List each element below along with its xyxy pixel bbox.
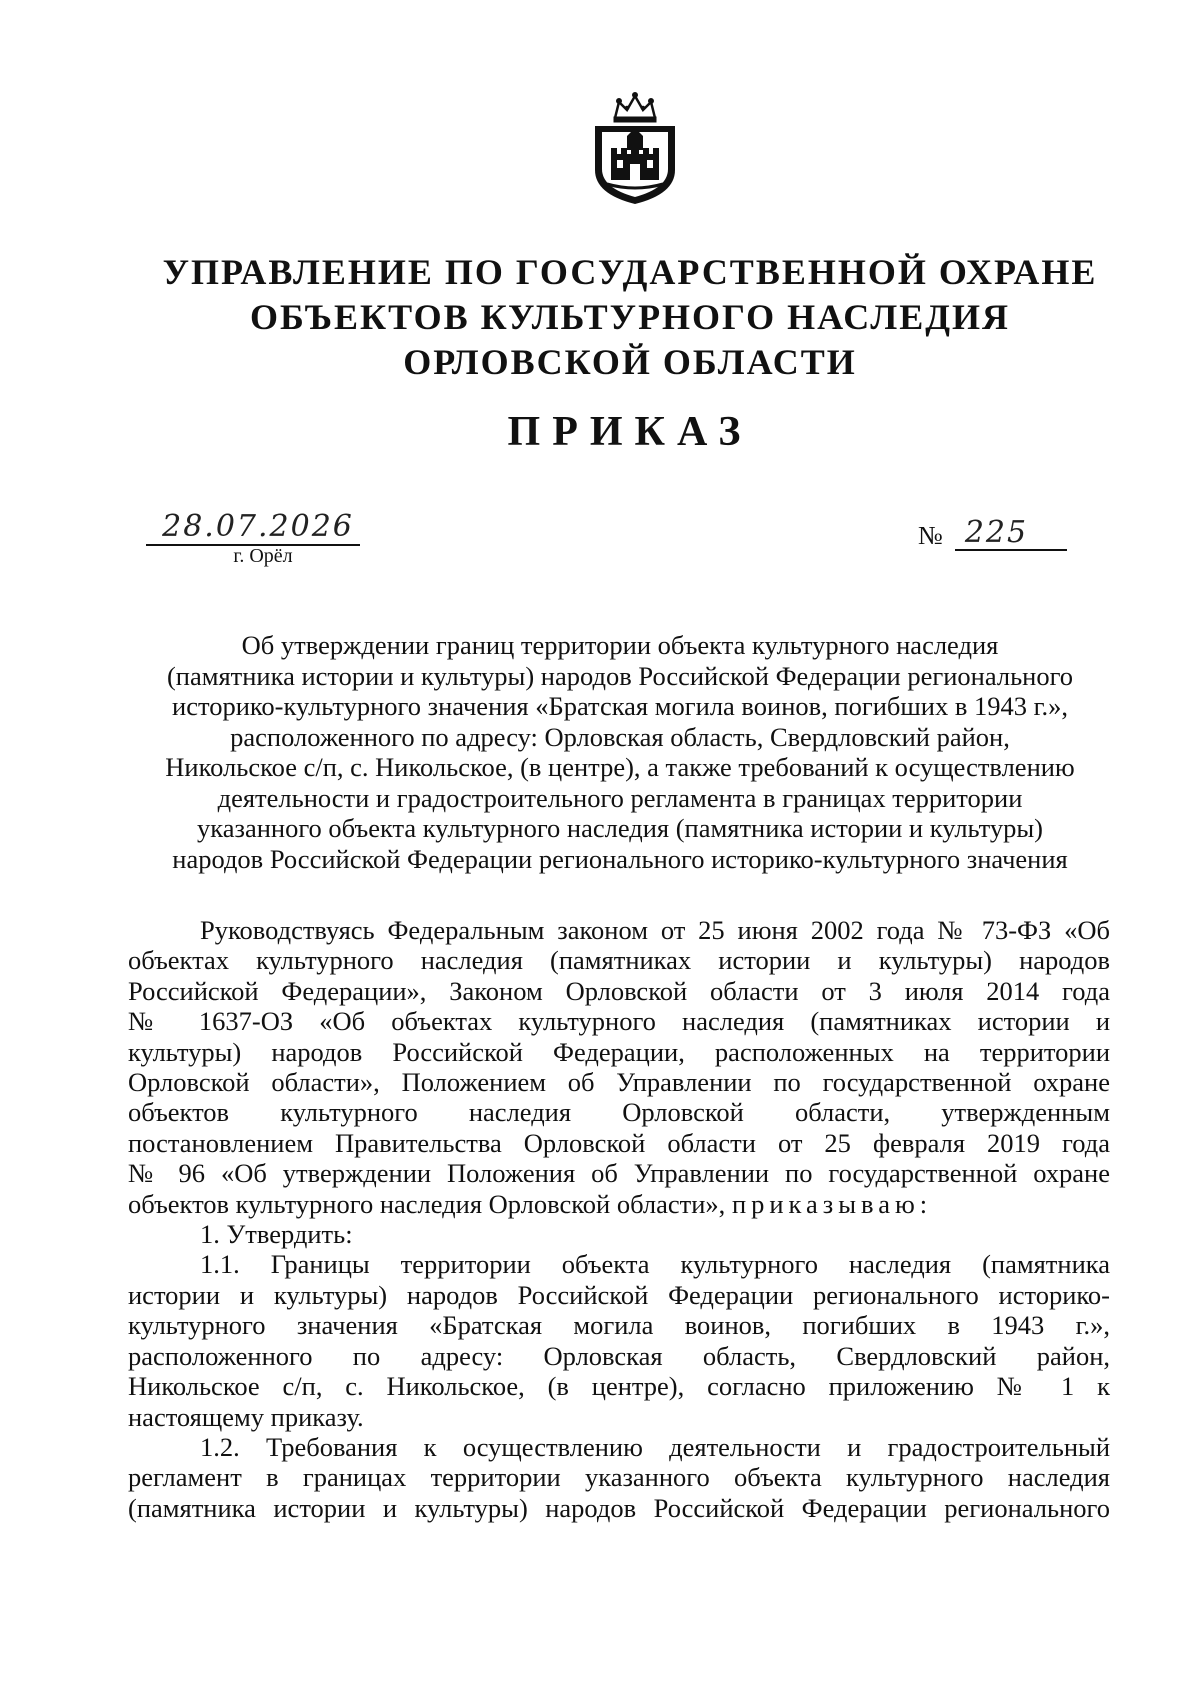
subject-line: историко-культурного значения «Братская могила воинов, погибших в 1943 г.», <box>172 691 1068 721</box>
preamble-line: Российской Федерации», Законом Орловской области от 3 июля 2014 года <box>128 975 1110 1006</box>
item-1-1-line: истории и культуры) народов Российской Федерации регионального историко- <box>128 1279 1110 1310</box>
agency-name <box>150 250 1110 385</box>
subject-line: Об утверждении границ территории объекта культурного наследия <box>241 630 999 660</box>
subject-line: народов Российской Федерации регионального историко-культурного значения <box>172 843 1068 874</box>
agency-name-line-2: ОБЪЕКТОВ КУЛЬТУРНОГО НАСЛЕДИЯ <box>250 297 1010 337</box>
item-1-1-line: Никольское с/п, с. Никольское, (в центре), согласно приложению № 1 к <box>128 1371 1110 1402</box>
document-date: 28.07.2026 <box>162 509 354 544</box>
number-sign: № <box>918 521 943 550</box>
order-body <box>128 915 1110 1523</box>
item-1-2-line: 1.2. Требования к осуществлению деятельности и градостроительный <box>200 1431 1110 1462</box>
document-type-title: ПРИКАЗ <box>507 409 753 455</box>
order-subject <box>130 630 1110 874</box>
document-number: 225 <box>964 515 1029 550</box>
preamble-line: Орловской области», Положением об Управлении по государственной охране <box>128 1067 1110 1098</box>
order-word: приказываю: <box>731 1188 933 1219</box>
subject-line: (памятника истории и культуры) народов Российской Федерации регионального <box>166 660 1074 691</box>
preamble-last-line <box>128 1189 1110 1219</box>
preamble-line: объектов культурного наследия Орловской области, утвержденным <box>128 1097 1110 1128</box>
item-1-1-line: расположенного по адресу: Орловская область, Свердловский район, <box>128 1340 1110 1371</box>
item-1-2-line: (памятника истории и культуры) народов Российской Федерации регионального <box>128 1492 1110 1523</box>
subject-line: Никольское с/п, с. Никольское, (в центре), а также требований к осуществлению <box>165 752 1075 782</box>
preamble-line: культуры) народов Российской Федерации, расположенных на территории <box>128 1036 1110 1067</box>
item-1: 1. Утвердить: <box>200 1219 353 1250</box>
preamble-line: объектах культурного наследия (памятниках истории и культуры) народов <box>128 945 1110 976</box>
date-block <box>146 510 360 568</box>
item-1-1-line: культурного значения «Братская могила воинов, погибших в 1943 г.», <box>128 1310 1110 1341</box>
item-1-1-last-line: настоящему приказу. <box>128 1401 364 1432</box>
agency-name-line-3: ОРЛОВСКОЙ ОБЛАСТИ <box>403 342 857 382</box>
subject-line: указанного объекта культурного наследия (памятника истории и культуры) <box>197 813 1043 843</box>
item-1-1-line: 1.1. Границы территории объекта культурного наследия (памятника <box>200 1249 1110 1280</box>
number-underline <box>955 517 1067 551</box>
preamble-line: постановлением Правительства Орловской области от 25 февраля 2019 года <box>128 1127 1110 1158</box>
document-city: г. Орёл <box>233 545 293 567</box>
subject-line: расположенного по адресу: Орловская область, Свердловский район, <box>230 721 1010 752</box>
preamble-line: № 96 «Об утверждении Положения об Управлении по государственной охране <box>128 1158 1110 1189</box>
agency-name-line-1: УПРАВЛЕНИЕ ПО ГОСУДАРСТВЕННОЙ ОХРАНЕ <box>162 252 1098 292</box>
preamble-line: Руководствуясь Федеральным законом от 25 июня 2002 года № 73-ФЗ «Об <box>200 915 1110 945</box>
preamble-line: № 1637-ОЗ «Об объектах культурного наследия (памятниках истории и <box>128 1006 1110 1037</box>
coat-of-arms-emblem <box>585 92 685 207</box>
subject-line: деятельности и градостроительного регламента в границах территории <box>217 782 1023 813</box>
preamble-last-text: объектов культурного наследия Орловской области», <box>128 1188 726 1219</box>
document-number-block <box>918 517 1090 551</box>
item-1-2-line: регламент в границах территории указанного объекта культурного наследия <box>128 1462 1110 1493</box>
